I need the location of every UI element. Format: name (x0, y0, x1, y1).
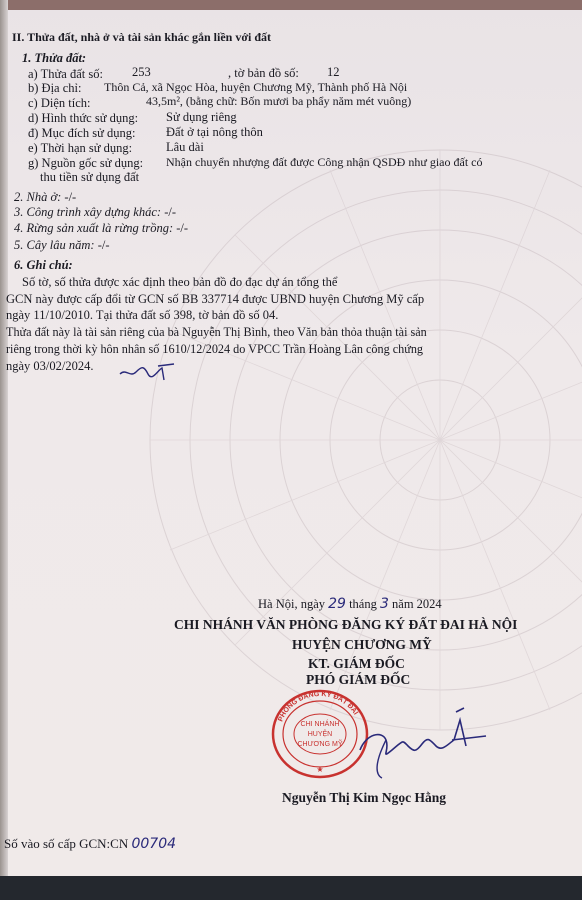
house-label (14, 190, 76, 205)
origin-value-line2: thu tiền sử dụng đất (40, 170, 140, 184)
note-line-5: riêng trong thời kỳ hôn nhân số 1610/12/2024 do VPCC Trần Hoàng Lân công chứng (6, 342, 424, 356)
registry-number: 00704 (131, 836, 177, 852)
usage-term-label: e) Thời hạn sử dụng: (28, 141, 133, 155)
notes-heading: 6. Ghi chú: (14, 258, 73, 272)
land-heading: 1. Thửa đất: (22, 51, 87, 65)
page-top-edge (0, 0, 582, 10)
note-line-2: GCN này được cấp đổi từ GCN số BB 337714 được UBND huyện Chương Mỹ cấp (6, 292, 425, 306)
usage-form-label: d) Hình thức sử dụng: (28, 111, 139, 125)
issue-date (258, 597, 442, 612)
official-stamp (270, 688, 370, 780)
area-label: c) Diện tích: (28, 96, 91, 110)
note-line-3: ngày 11/10/2010. Tại thửa đất số 398, tờ bản đồ số 04. (6, 308, 279, 322)
house-label-text: 2. Nhà ở: (14, 190, 62, 204)
perennial-trees-value: -/- (97, 238, 110, 252)
stamp-line3: CHƯƠNG MỸ (297, 741, 343, 748)
page-left-edge (0, 0, 8, 878)
authority-line4: PHÓ GIÁM ĐỐC (306, 672, 411, 687)
usage-term-value: Lâu dài (166, 140, 204, 154)
other-construction-label (14, 205, 176, 220)
address-label: b) Địa chỉ: (28, 81, 82, 95)
authority-line1: CHI NHÁNH VĂN PHÒNG ĐĂNG KÝ ĐẤT ĐAI HÀ NỘI (174, 617, 518, 632)
usage-form-value: Sử dụng riêng (166, 110, 237, 124)
note-line-1: Số tờ, số thửa được xác định theo bản đồ đo đạc dự án tổng thể (22, 275, 338, 289)
parcel-number-value: 253 (132, 65, 151, 79)
date-prefix: Hà Nội, ngày (258, 597, 325, 611)
other-construction-value: -/- (164, 205, 177, 219)
stamp-outer-text: PHÒNG ĐĂNG KÝ ĐẤT ĐAI (277, 690, 359, 723)
page-bottom-background (0, 876, 582, 900)
stamp-line1: CHI NHÁNH (300, 721, 340, 728)
authority-line3: KT. GIÁM ĐỐC (308, 656, 405, 671)
address-value: Thôn Cả, xã Ngọc Hòa, huyện Chương Mỹ, Thành phố Hà Nội (104, 80, 408, 94)
parcel-number-label: a) Thửa đất số: (28, 67, 103, 81)
registry-label: Số vào số cấp GCN:CN (4, 836, 129, 851)
usage-purpose-label: đ) Mục đích sử dụng: (28, 126, 136, 140)
svg-text:PHÒNG ĐĂNG KÝ ĐẤT ĐAI (277, 690, 359, 723)
usage-purpose-value: Đất ở tại nông thôn (166, 125, 263, 139)
forest-text: 4. Rừng sản xuất là rừng trồng: (14, 221, 174, 235)
date-day: 29 (328, 596, 346, 612)
perennial-trees-label (14, 238, 110, 253)
origin-label: g) Nguồn gốc sử dụng: (28, 156, 144, 170)
signer-name: Nguyễn Thị Kim Ngọc Hằng (282, 790, 447, 805)
date-month-label: tháng (349, 597, 377, 611)
map-sheet-label: , tờ bản đồ số: (228, 66, 299, 80)
forest-label (14, 221, 188, 236)
registry-line (4, 836, 176, 852)
forest-value: -/- (176, 221, 189, 235)
initial-signature-icon (118, 360, 178, 382)
origin-value-line1: Nhận chuyển nhượng đất được Công nhận QSDĐ như giao đất có (166, 155, 483, 169)
authority-line2: HUYỆN CHƯƠNG MỸ (292, 637, 432, 652)
map-sheet-value: 12 (327, 65, 340, 79)
note-line-6: ngày 03/02/2024. (6, 359, 94, 373)
date-month: 3 (379, 596, 389, 612)
stamp-line2: HUYỆN (307, 731, 333, 738)
svg-text:★: ★ (316, 765, 324, 774)
area-value: 43,5m², (bằng chữ: Bốn mươi ba phẩy năm mét vuông) (146, 94, 412, 108)
other-construction-text: 3. Công trình xây dựng khác: (14, 205, 162, 219)
perennial-trees-text: 5. Cây lâu năm: (14, 238, 95, 252)
date-year: năm 2024 (392, 597, 442, 611)
section-title: II. Thửa đất, nhà ở và tài sản khác gắn liền với đất (12, 30, 272, 44)
director-signature-icon (356, 700, 491, 780)
house-value: -/- (64, 190, 77, 204)
note-line-4: Thửa đất này là tài sản riêng của bà Nguyễn Thị Bình, theo Văn bản thỏa thuận tài sản (6, 325, 427, 339)
